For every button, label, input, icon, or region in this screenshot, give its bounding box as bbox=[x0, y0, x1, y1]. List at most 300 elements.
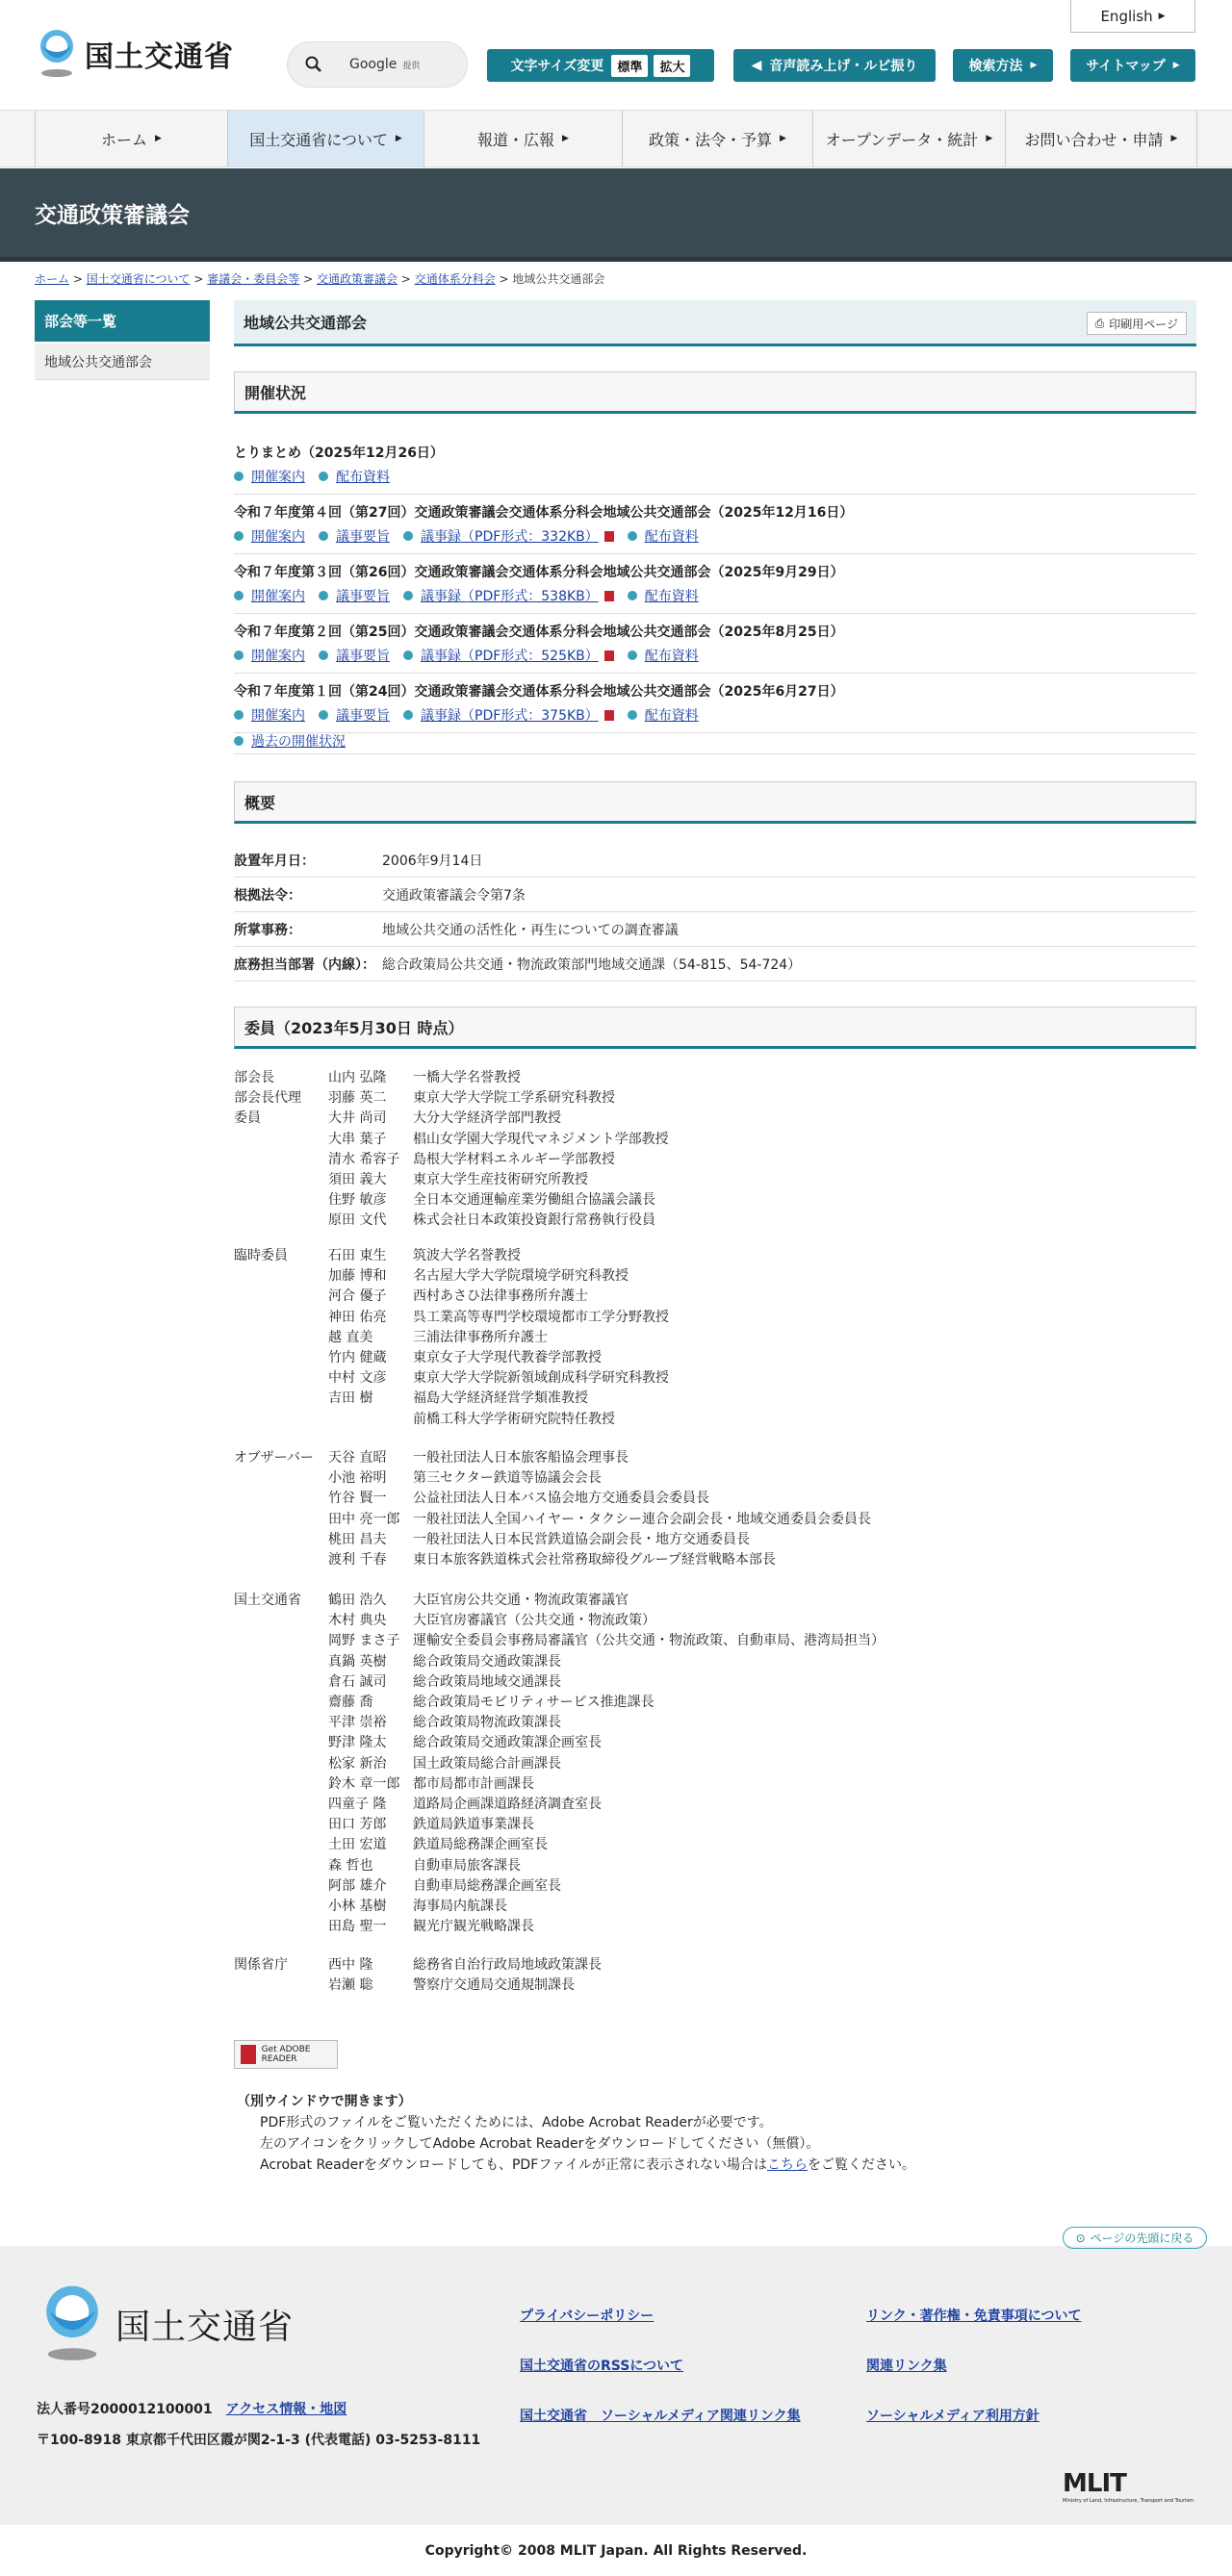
nav-home[interactable] bbox=[35, 111, 227, 166]
member-name: 天谷 直昭 bbox=[328, 1450, 387, 1466]
breadcrumb-home[interactable]: ホーム bbox=[35, 272, 70, 286]
member-name: 平津 崇裕 bbox=[328, 1715, 387, 1731]
member-position: 一般社団法人日本民営鉄道協会副会長・地方交通委員長 bbox=[413, 1531, 750, 1547]
pdf-note-line: Acrobat Readerをダウンロードしても、PDFファイルが正常に表示されない場合は bbox=[260, 2157, 767, 2173]
address: 〒100-8918 東京都千代田区霞が関2-1-3 (代表電話) 03-5253-8111 bbox=[37, 2433, 481, 2448]
member-position: 大分大学経済学部門教授 bbox=[413, 1110, 561, 1127]
member-group bbox=[234, 1448, 871, 1570]
nav-contact[interactable] bbox=[1005, 111, 1197, 166]
pdf-note-head: （別ウインドウで開きます） bbox=[237, 2094, 412, 2109]
member-name: 清水 希容子 bbox=[328, 1151, 400, 1167]
nav-label: お問い合わせ・申請 bbox=[1024, 130, 1164, 149]
banner-divider bbox=[0, 257, 1232, 262]
meeting-title: 令和７年度第４回（第27回）交通政策審議会交通体系分科会地域公共交通部会（2025年12月16日） bbox=[234, 505, 854, 521]
text-size-control bbox=[487, 49, 714, 82]
member-position: 西村あさひ法律事務所弁護士 bbox=[413, 1288, 588, 1305]
meeting-item bbox=[234, 562, 1196, 614]
member-name: 四童子 隆 bbox=[328, 1797, 387, 1813]
member-role bbox=[234, 1130, 328, 1150]
member-row bbox=[234, 1856, 885, 1876]
meeting-title: 令和７年度第１回（第24回）交通政策審議会交通体系分科会地域公共交通部会（2025年6月27日） bbox=[234, 684, 844, 700]
arrow-bullet-icon bbox=[403, 650, 413, 660]
breadcrumb-about[interactable]: 国土交通省について bbox=[86, 272, 191, 286]
triangle-right-icon: ▶ bbox=[155, 134, 162, 143]
arrow-bullet-icon bbox=[319, 531, 328, 541]
member-row bbox=[234, 1510, 871, 1530]
breadcrumb-sep: > bbox=[499, 272, 509, 286]
meeting-notice-link[interactable]: 開催案内 bbox=[251, 470, 305, 485]
member-row bbox=[234, 1897, 885, 1917]
member-row bbox=[234, 1368, 669, 1389]
member-name bbox=[328, 1410, 413, 1430]
text-size-large-button[interactable]: 拡大 bbox=[654, 55, 690, 77]
member-name: 須田 義大 bbox=[328, 1172, 387, 1188]
breadcrumb-sep: > bbox=[193, 272, 204, 286]
member-row bbox=[234, 1410, 669, 1430]
meeting-materials-link[interactable]: 配布資料 bbox=[644, 529, 699, 545]
arrow-bullet-icon bbox=[628, 531, 637, 541]
member-position: 道路局企画課道路経済調査室長 bbox=[413, 1797, 602, 1813]
triangle-right-icon: ▶ bbox=[1172, 61, 1180, 70]
member-row bbox=[234, 1246, 669, 1266]
member-name: 田島 聖一 bbox=[328, 1919, 387, 1935]
member-name: 木村 典央 bbox=[328, 1613, 387, 1629]
meeting-minutes-pdf-link[interactable]: 議事録（PDF形式：332KB） bbox=[421, 529, 599, 545]
member-name: 小池 裕明 bbox=[328, 1470, 387, 1487]
meeting-summary-link[interactable]: 議事要旨 bbox=[336, 649, 390, 664]
sidebar-heading-label: 部会等一覧 bbox=[44, 313, 117, 330]
breadcrumb-subcommittee[interactable]: 交通体系分科会 bbox=[414, 272, 496, 286]
member-position: 総合政策局モビリティサービス推進課長 bbox=[413, 1695, 654, 1711]
meeting-notice-link[interactable]: 開催案内 bbox=[251, 589, 305, 604]
triangle-right-icon: ▶ bbox=[562, 134, 569, 143]
site-logo[interactable] bbox=[35, 29, 234, 79]
past-meetings-link[interactable]: 過去の開催状況 bbox=[251, 734, 346, 750]
member-row bbox=[234, 1652, 885, 1672]
member-group bbox=[234, 1068, 669, 1232]
member-role bbox=[234, 1510, 328, 1530]
member-position: 自動車局総務課企画室長 bbox=[413, 1877, 561, 1894]
member-role bbox=[234, 1150, 328, 1170]
print-page-button[interactable] bbox=[1087, 312, 1187, 335]
member-name: 鈴木 章一郎 bbox=[328, 1775, 400, 1792]
overview-row bbox=[234, 912, 1196, 947]
back-to-top-label: ページの先頭に戻る bbox=[1090, 2232, 1194, 2245]
member-position: 自動車局旅客課長 bbox=[413, 1857, 521, 1874]
nav-label: ホーム bbox=[101, 130, 148, 149]
member-row bbox=[234, 1211, 669, 1231]
member-name: 田中 亮一郎 bbox=[328, 1511, 400, 1527]
page-title bbox=[234, 300, 1196, 346]
overview-value: 地域公共交通の活性化・再生についての調査審議 bbox=[382, 922, 679, 938]
voice-ruby-button[interactable] bbox=[733, 49, 936, 82]
member-name: 加藤 博和 bbox=[328, 1268, 387, 1285]
overview-row bbox=[234, 947, 1196, 982]
meeting-notice-link[interactable]: 開催案内 bbox=[251, 529, 305, 545]
member-name: 阿部 雄介 bbox=[328, 1877, 387, 1894]
member-row bbox=[234, 1774, 885, 1795]
copyright-text: Copyright© 2008 MLIT Japan. All Rights Reserved. bbox=[424, 2542, 808, 2559]
english-link[interactable] bbox=[1070, 0, 1195, 33]
english-label: English bbox=[1100, 7, 1153, 25]
member-role bbox=[234, 1754, 328, 1774]
member-role bbox=[234, 1550, 328, 1570]
member-role bbox=[234, 1368, 328, 1389]
arrow-bullet-icon bbox=[403, 591, 413, 600]
pdf-help-link[interactable]: こちら bbox=[767, 2157, 808, 2173]
sidebar-heading bbox=[35, 300, 210, 342]
arrow-bullet-icon bbox=[234, 591, 244, 600]
google-search-box[interactable] bbox=[287, 41, 468, 88]
member-position: 名古屋大学大学院環境学研究科教授 bbox=[413, 1268, 629, 1285]
overview-row bbox=[234, 843, 1196, 878]
pdf-note-line: 左のアイコンをクリックしてAdobe Acrobat Readerをダウンロードしてください（無償）。 bbox=[260, 2136, 820, 2152]
member-position: 警察庁交通局交通規制課長 bbox=[413, 1977, 575, 1994]
member-role bbox=[234, 1815, 328, 1835]
member-name: 渡利 千春 bbox=[328, 1552, 387, 1569]
member-row bbox=[234, 1530, 871, 1550]
member-row bbox=[234, 1287, 669, 1307]
arrow-bullet-icon bbox=[319, 710, 328, 720]
member-row bbox=[234, 1328, 669, 1348]
member-role bbox=[234, 1876, 328, 1897]
related-links-link[interactable]: 関連リンク集 bbox=[866, 2359, 947, 2374]
adobe-reader-button[interactable] bbox=[234, 2040, 338, 2069]
meeting-item bbox=[234, 443, 1196, 495]
member-name: 住野 敏彦 bbox=[328, 1192, 387, 1209]
adobe-label: Get ADOBE READER bbox=[261, 2045, 311, 2064]
text-size-standard-button[interactable]: 標準 bbox=[611, 55, 648, 77]
member-position: 全日本交通運輸産業労働組合協議会議長 bbox=[413, 1192, 655, 1209]
member-row bbox=[234, 1672, 885, 1693]
search-method-button[interactable] bbox=[953, 49, 1053, 82]
member-row bbox=[234, 1917, 885, 1937]
meeting-minutes-pdf-link[interactable]: 議事録（PDF形式：375KB） bbox=[421, 708, 599, 724]
pdf-note-line: PDF形式のファイルをご覧いただくためには、Adobe Acrobat Readerが必要です。 bbox=[260, 2115, 773, 2130]
overview-key: 所掌事務： bbox=[234, 922, 301, 938]
member-name: 竹谷 賢一 bbox=[328, 1491, 387, 1507]
member-role bbox=[234, 1693, 328, 1713]
member-role bbox=[234, 1190, 328, 1211]
member-role bbox=[234, 1713, 328, 1733]
meeting-materials-link[interactable]: 配布資料 bbox=[644, 708, 699, 724]
meeting-title: 令和７年度第２回（第25回）交通政策審議会交通体系分科会地域公共交通部会（2025年8月25日） bbox=[234, 625, 844, 640]
member-name: 神田 佑亮 bbox=[328, 1309, 387, 1325]
member-position: 東日本旅客鉄道株式会社常務取締役グループ経営戦略本部長 bbox=[413, 1552, 776, 1569]
member-row bbox=[234, 1170, 669, 1190]
member-role bbox=[234, 1835, 328, 1855]
member-name: 越 直美 bbox=[328, 1329, 373, 1345]
member-position: 公益社団法人日本バス協会地方交通委員会委員長 bbox=[413, 1491, 709, 1507]
footer-info bbox=[37, 2394, 480, 2456]
triangle-right-icon: ▶ bbox=[986, 134, 993, 143]
member-role bbox=[234, 1672, 328, 1693]
member-role: 国土交通省 bbox=[234, 1593, 301, 1608]
member-position: 都市局都市計画課長 bbox=[413, 1775, 534, 1792]
mlit-logo-text: MLIT bbox=[1063, 2469, 1126, 2498]
member-role bbox=[234, 1733, 328, 1753]
page-banner bbox=[0, 168, 1232, 257]
member-position: 福島大学経済経営学類准教授 bbox=[413, 1390, 588, 1407]
access-map-link[interactable]: アクセス情報・地図 bbox=[225, 2402, 347, 2417]
member-position: 総合政策局交通政策課企画室長 bbox=[413, 1735, 602, 1751]
arrow-bullet-icon bbox=[319, 472, 328, 481]
member-name: 羽藤 英二 bbox=[328, 1090, 387, 1107]
section-heading-text: 委員（2023年5月30日 時点） bbox=[244, 1018, 464, 1037]
member-role: オブザーバー bbox=[234, 1450, 314, 1466]
member-row bbox=[234, 1733, 885, 1753]
member-name: 中村 文彦 bbox=[328, 1370, 387, 1387]
member-row bbox=[234, 1631, 885, 1651]
member-name: 山内 弘隆 bbox=[328, 1070, 387, 1085]
member-role bbox=[234, 1530, 328, 1550]
overview-value: 総合政策局公共交通・物流政策部門地域交通課（54-815、54-724） bbox=[382, 956, 802, 973]
past-meetings-item bbox=[234, 731, 1196, 754]
pdf-icon bbox=[604, 710, 614, 721]
search-provider: Google bbox=[349, 57, 398, 72]
sidebar-item-regional-transport[interactable] bbox=[35, 344, 210, 380]
member-name: 石田 東生 bbox=[328, 1248, 387, 1263]
member-name: 岩瀬 聡 bbox=[328, 1977, 373, 1994]
member-role bbox=[234, 1774, 328, 1795]
pdf-icon bbox=[604, 591, 614, 601]
member-row bbox=[234, 1976, 602, 1996]
member-position: 前橋工科大学学術研究院特任教授 bbox=[413, 1411, 615, 1427]
member-position: 海事局内航課長 bbox=[413, 1899, 507, 1915]
banner-title: 交通政策審議会 bbox=[35, 202, 190, 228]
member-position: 東京大学大学院新領域創成科学研究科教授 bbox=[413, 1370, 669, 1387]
section-heading-text: 概要 bbox=[244, 793, 276, 812]
search-provider-sub: 提供 bbox=[402, 61, 421, 71]
member-role bbox=[234, 1328, 328, 1348]
member-row bbox=[234, 1389, 669, 1409]
member-position: 筑波大学名誉教授 bbox=[413, 1248, 521, 1263]
member-name: 倉石 誠司 bbox=[328, 1673, 387, 1690]
member-position: 椙山女学園大学現代マネジメント学部教授 bbox=[413, 1131, 669, 1147]
member-group bbox=[234, 1955, 602, 1996]
meeting-minutes-pdf-link[interactable]: 議事録（PDF形式：538KB） bbox=[421, 589, 599, 604]
member-name: 原田 文代 bbox=[328, 1212, 387, 1229]
corporate-number: 法人番号2000012100001 bbox=[37, 2402, 213, 2417]
meeting-item bbox=[234, 502, 1196, 554]
nav-label: 報道・広報 bbox=[477, 130, 555, 149]
arrow-bullet-icon bbox=[403, 531, 413, 541]
arrow-up-icon: ⊙ bbox=[1075, 2231, 1086, 2245]
member-name: 田口 芳郎 bbox=[328, 1817, 387, 1833]
member-role bbox=[234, 1308, 328, 1328]
member-position: 大臣官房審議官（公共交通・物流政策） bbox=[413, 1613, 655, 1629]
member-position: 観光庁観光戦略課長 bbox=[413, 1919, 534, 1935]
mlit-emblem-icon bbox=[35, 29, 79, 79]
back-to-top-button[interactable] bbox=[1063, 2227, 1207, 2249]
nav-label: オープンデータ・統計 bbox=[825, 130, 979, 149]
meeting-summary-link[interactable]: 議事要旨 bbox=[336, 589, 390, 604]
pdf-icon bbox=[604, 531, 614, 542]
member-row bbox=[234, 1795, 885, 1815]
member-name: 松家 新治 bbox=[328, 1755, 387, 1772]
overview-key: 根拠法令： bbox=[234, 887, 301, 904]
member-row bbox=[234, 1955, 602, 1976]
member-row bbox=[234, 1611, 885, 1631]
member-position: 総務省自治行政局地域政策課長 bbox=[413, 1957, 602, 1973]
member-position: 呉工業高等専門学校環境都市工学分野教授 bbox=[413, 1309, 669, 1325]
member-name: 小林 基樹 bbox=[328, 1899, 387, 1915]
meeting-item bbox=[234, 622, 1196, 674]
member-role bbox=[234, 1170, 328, 1190]
member-position: 運輸安全委員会事務局審議官（公共交通・物流政策、自動車局、港湾局担当） bbox=[413, 1633, 885, 1649]
nav-about[interactable] bbox=[227, 111, 424, 166]
member-group bbox=[234, 1591, 885, 1937]
footer-site-name: 国土交通省 bbox=[116, 2307, 295, 2347]
member-position: 株式会社日本政策投資銀行常務執行役員 bbox=[413, 1212, 655, 1229]
member-role: 関係省庁 bbox=[234, 1957, 288, 1973]
member-position: 総合政策局地域交通課長 bbox=[413, 1673, 561, 1690]
member-role bbox=[234, 1410, 328, 1430]
member-role bbox=[234, 1389, 328, 1409]
arrow-bullet-icon bbox=[628, 710, 637, 720]
member-row bbox=[234, 1130, 669, 1150]
arrow-bullet-icon bbox=[403, 710, 413, 720]
meeting-summary-link[interactable]: 議事要旨 bbox=[336, 529, 390, 545]
member-position: 鉄道局総務課企画室長 bbox=[413, 1837, 548, 1853]
member-position: 大臣官房公共交通・物流政策審議官 bbox=[413, 1593, 629, 1608]
member-position: 一般社団法人全国ハイヤー・タクシー連合会副会長・地域交通委員会委員長 bbox=[413, 1511, 871, 1527]
member-row bbox=[234, 1754, 885, 1774]
member-position: 一般社団法人日本旅客船協会理事長 bbox=[413, 1450, 629, 1466]
member-role bbox=[234, 1917, 328, 1937]
member-role bbox=[234, 1856, 328, 1876]
arrow-bullet-icon bbox=[234, 472, 244, 481]
member-name: 桃田 昌夫 bbox=[328, 1531, 387, 1547]
voice-ruby-label: 音声読み上げ・ルビ振り bbox=[769, 59, 918, 74]
arrow-bullet-icon bbox=[234, 650, 244, 660]
member-role: 臨時委員 bbox=[234, 1248, 288, 1263]
member-row bbox=[234, 1876, 885, 1897]
triangle-right-icon: ▶ bbox=[1030, 61, 1038, 70]
nav-opendata[interactable] bbox=[812, 111, 1005, 166]
meeting-notice-link[interactable]: 開催案内 bbox=[251, 708, 305, 724]
social-media-policy-link[interactable]: ソーシャルメディア利用方針 bbox=[866, 2409, 1040, 2424]
member-row bbox=[234, 1591, 885, 1611]
member-row bbox=[234, 1835, 885, 1855]
overview-row bbox=[234, 878, 1196, 912]
meeting-title: 令和７年度第３回（第26回）交通政策審議会交通体系分科会地域公共交通部会（2025年9月29日） bbox=[234, 565, 844, 580]
member-row bbox=[234, 1815, 885, 1835]
member-row bbox=[234, 1489, 871, 1509]
social-media-links-link[interactable]: 国土交通省 ソーシャルメディア関連リンク集 bbox=[520, 2409, 801, 2424]
member-row bbox=[234, 1266, 669, 1287]
meeting-materials-link[interactable]: 配布資料 bbox=[644, 649, 699, 664]
member-name: 大串 葉子 bbox=[328, 1131, 387, 1147]
breadcrumb-sep: > bbox=[400, 272, 411, 286]
member-role bbox=[234, 1611, 328, 1631]
member-row bbox=[234, 1468, 871, 1489]
footer-logo[interactable] bbox=[35, 2284, 294, 2363]
site-name: 国土交通省 bbox=[85, 40, 234, 74]
printer-icon: ⎙ bbox=[1094, 316, 1105, 330]
member-role: 部会長代理 bbox=[234, 1090, 301, 1107]
privacy-policy-link[interactable]: プライバシーポリシー bbox=[520, 2308, 654, 2324]
pdf-icon bbox=[604, 650, 614, 661]
member-name: 森 哲也 bbox=[328, 1857, 373, 1874]
member-name: 土田 宏道 bbox=[328, 1837, 387, 1853]
member-row bbox=[234, 1693, 885, 1713]
section-heading-overview bbox=[234, 781, 1196, 824]
member-name: 野津 隆太 bbox=[328, 1735, 387, 1751]
member-row bbox=[234, 1348, 669, 1368]
section-heading-members bbox=[234, 1007, 1196, 1049]
member-position: 一橋大学名誉教授 bbox=[413, 1070, 521, 1085]
member-name: 真鍋 英樹 bbox=[328, 1653, 387, 1670]
meeting-materials-link[interactable]: 配布資料 bbox=[336, 470, 390, 485]
member-name: 西中 隆 bbox=[328, 1957, 373, 1973]
overview-key: 設置年月日： bbox=[234, 853, 315, 869]
copyright bbox=[0, 2525, 1232, 2576]
member-position: 東京大学大学院工学系研究科教授 bbox=[413, 1090, 615, 1107]
member-row bbox=[234, 1068, 669, 1088]
meeting-materials-link[interactable]: 配布資料 bbox=[644, 589, 699, 604]
pdf-note-tail: をご覧ください。 bbox=[808, 2157, 915, 2173]
copyright-disclaimer-link[interactable]: リンク・著作権・免責事項について bbox=[866, 2308, 1082, 2324]
nav-policy[interactable] bbox=[622, 111, 812, 166]
nav-label: 国土交通省について bbox=[249, 130, 388, 149]
member-position: 島根大学材料エネルギー学部教授 bbox=[413, 1151, 615, 1167]
member-name: 吉田 樹 bbox=[328, 1390, 373, 1407]
breadcrumb-council[interactable]: 交通政策審議会 bbox=[316, 272, 398, 286]
overview-value: 交通政策審議会令第7条 bbox=[382, 887, 526, 904]
member-position: 三浦法律事務所弁護士 bbox=[413, 1329, 548, 1345]
arrow-bullet-icon bbox=[319, 591, 328, 600]
member-position: 東京女子大学現代教養学部教授 bbox=[413, 1350, 602, 1366]
meeting-summary-link[interactable]: 議事要旨 bbox=[336, 708, 390, 724]
member-role: 委員 bbox=[234, 1110, 261, 1127]
arrow-bullet-icon bbox=[319, 650, 328, 660]
member-position: 鉄道局鉄道事業課長 bbox=[413, 1817, 534, 1833]
member-group bbox=[234, 1246, 669, 1430]
nav-label: 政策・法令・予算 bbox=[649, 130, 773, 149]
breadcrumb-councils[interactable]: 審議会・委員会等 bbox=[207, 272, 300, 286]
rss-link[interactable]: 国土交通省のRSSについて bbox=[520, 2359, 684, 2374]
meeting-notice-link[interactable]: 開催案内 bbox=[251, 649, 305, 664]
meeting-title: とりまとめ（2025年12月26日） bbox=[234, 446, 444, 461]
member-row bbox=[234, 1713, 885, 1733]
member-name: 鶴田 浩久 bbox=[328, 1593, 387, 1608]
member-role bbox=[234, 1489, 328, 1509]
section-heading-status bbox=[234, 371, 1196, 414]
member-row bbox=[234, 1109, 669, 1129]
sitemap-button[interactable] bbox=[1070, 49, 1195, 82]
meeting-item bbox=[234, 681, 1196, 733]
global-nav bbox=[0, 110, 1232, 167]
meeting-minutes-pdf-link[interactable]: 議事録（PDF形式：525KB） bbox=[421, 649, 599, 664]
breadcrumb bbox=[35, 270, 604, 287]
member-role bbox=[234, 1211, 328, 1231]
member-position: 総合政策局交通政策課長 bbox=[413, 1653, 561, 1670]
member-position: 第三セクター鉄道等協議会会長 bbox=[413, 1470, 602, 1487]
nav-press[interactable] bbox=[424, 111, 622, 166]
member-role bbox=[234, 1468, 328, 1489]
member-row bbox=[234, 1088, 669, 1109]
member-role bbox=[234, 1795, 328, 1815]
member-role bbox=[234, 1348, 328, 1368]
mlit-logo-sub: Ministry of Land, Infrastructure, Transport and Tourism bbox=[1063, 2498, 1194, 2504]
member-row bbox=[234, 1150, 669, 1170]
speaker-icon: ◀ bbox=[751, 58, 762, 73]
pdf-note bbox=[237, 2091, 915, 2176]
member-row bbox=[234, 1448, 871, 1468]
arrow-bullet-icon bbox=[628, 591, 637, 600]
text-size-label: 文字サイズ変更 bbox=[510, 59, 604, 74]
